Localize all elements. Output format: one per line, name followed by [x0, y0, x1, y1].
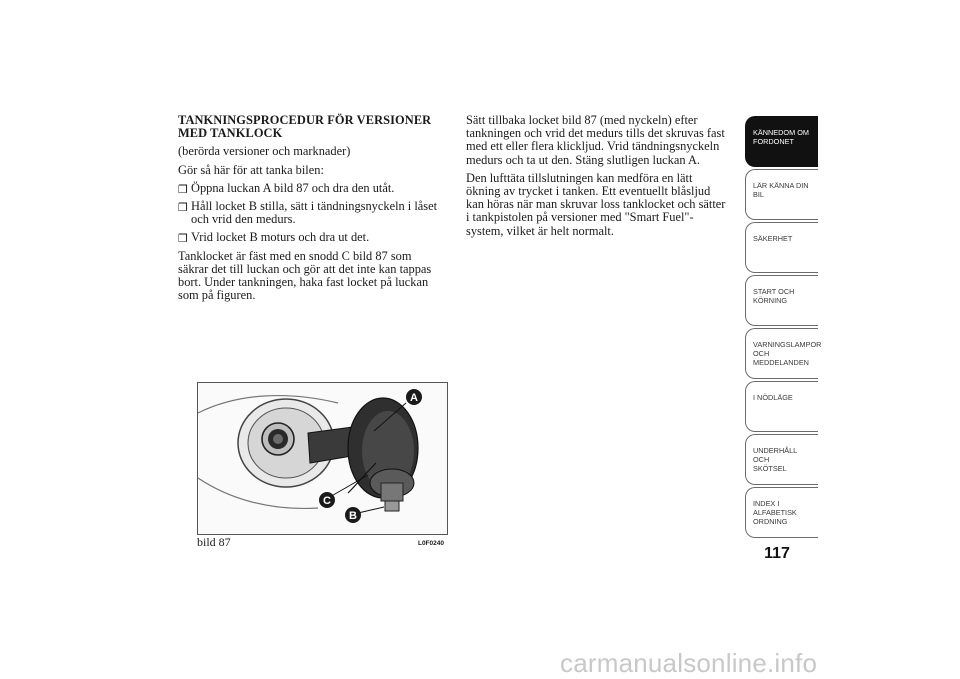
tab-start-och-korning[interactable]: START OCH KÖRNING — [745, 275, 818, 326]
figure-caption — [197, 536, 446, 549]
step-1: ❒ Öppna luckan A bild 87 och dra den utåt. — [178, 180, 395, 196]
tether-paragraph: Tanklocket är fäst med en snodd C bild 87 som säkrar det till luckan och gör att det inte kan tappas bort. Under tankningen, haka fast locket på luckan som på figuren. — [178, 248, 432, 303]
callout-a — [406, 389, 422, 405]
section-heading: TANKNINGSPROCEDUR FÖR VERSIONER MED TANKLOCK — [178, 113, 432, 141]
tab-i-nodlage[interactable]: I NÖDLÄGE — [745, 381, 818, 432]
pressure-paragraph: Den lufttäta tillslutningen kan medföra en lätt ökning av trycket i tanken. Ett eventuellt blåsljud kan höras när man skruvar loss tanklocket och sätter i tankpistolen på versioner med "Smart Fuel"-system, vilket är helt normalt. — [466, 170, 726, 238]
refit-paragraph: Sätt tillbaka locket bild 87 (med nyckeln) efter tankningen och vrid det medurs tills det skruvas fast med ett eller flera klickljud. Vrid tändningsnyckeln medurs och ta ut den. Stäng slutligen luckan A. — [466, 113, 725, 167]
figure-code: L0F0240 — [417, 540, 444, 547]
step-3: ❒ Vrid locket B moturs och dra ut det. — [178, 230, 370, 246]
step-2: ❒ Håll locket B stilla, sätt i tändningsnyckeln i låset och vrid den medurs. — [178, 199, 438, 227]
tab-underhall-och-skotsel[interactable]: UNDERHÅLL OCH SKÖTSEL — [745, 434, 818, 485]
fuel-door-drawing — [198, 383, 447, 534]
section-subheading: (berörda versioner och marknader) — [178, 144, 351, 159]
tab-kannedom-om-fordonet[interactable]: KÄNNEDOM OM FORDONET — [745, 116, 818, 167]
tab-lar-kanna-din-bil[interactable]: LÄR KÄNNA DIN BIL — [745, 169, 818, 220]
right-column — [466, 114, 728, 243]
callout-c — [319, 492, 335, 508]
callout-b — [345, 507, 361, 523]
tab-sakerhet[interactable]: SÄKERHET — [745, 222, 818, 273]
checkbox-bullet-icon: ❒ — [178, 201, 188, 215]
tab-varningslampor[interactable]: VARNINGSLAMPOR OCH MEDDELANDEN — [745, 328, 818, 379]
svg-text:A: A — [410, 392, 418, 404]
tab-index[interactable]: INDEX I ALFABETISK ORDNING — [745, 487, 818, 538]
intro-text: Gör så här för att tanka bilen: — [178, 162, 324, 177]
watermark: carmanualsonline.info — [560, 648, 818, 678]
fuel-cap-illustration — [197, 382, 448, 535]
checkbox-bullet-icon: ❒ — [178, 232, 188, 246]
left-column — [178, 114, 440, 307]
checkbox-bullet-icon: ❒ — [178, 182, 188, 196]
page-number: 117 — [764, 545, 790, 562]
figure-caption-text: bild 87 — [197, 535, 231, 549]
svg-text:C: C — [323, 495, 331, 507]
svg-text:B: B — [349, 510, 357, 522]
chapter-tabs — [745, 116, 822, 540]
